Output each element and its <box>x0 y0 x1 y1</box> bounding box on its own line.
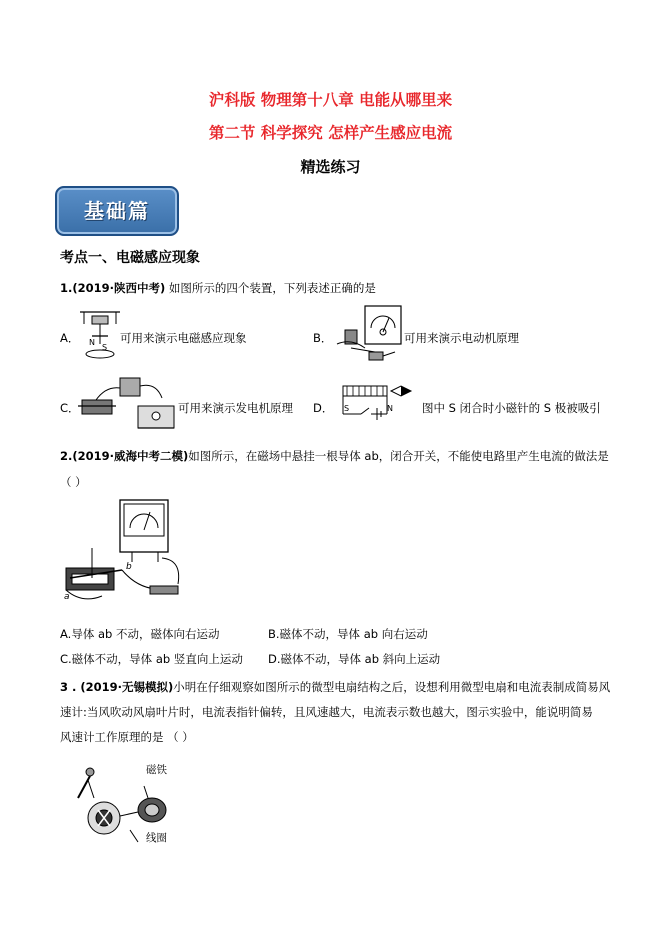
section-banner-label: 基础篇 <box>84 199 150 223</box>
q2-option-b: B.磁体不动，导体 ab 向右运动 <box>268 627 428 641</box>
q1-fig-d-n: N <box>387 404 393 413</box>
question-3-line1 <box>60 677 640 697</box>
question-3-text-1: 小明在仔细观察如图所示的微型电扇结构之后，设想利用微型电扇和电流表制成简易风 <box>173 680 611 694</box>
q1-figure-b <box>335 304 405 366</box>
section-title: 考点一、电磁感应现象 <box>60 250 200 266</box>
q1-option-b-text: 可用来演示电动机原理 <box>404 331 519 345</box>
doc-title-line2: 第二节 科学探究 怎样产生感应电流 <box>208 124 453 142</box>
q1-option-d-text: 图中 S 闭合时小磁针的 S 极被吸引 <box>422 401 601 415</box>
question-2-stem <box>60 446 620 466</box>
question-2-source: 2.(2019·威海中考二模) <box>60 449 189 463</box>
question-1-stem <box>60 278 376 298</box>
question-1-source: 1.(2019·陕西中考) <box>60 281 166 295</box>
doc-subtitle: 精选练习 <box>300 158 361 176</box>
q1-fig-d-s: S <box>344 404 350 413</box>
q1-option-a-letter: A． <box>60 331 80 345</box>
q1-fig-a-n: N <box>89 338 95 347</box>
q3-label-magnet: 磁铁 <box>146 764 167 776</box>
q1-figure-a <box>78 306 122 366</box>
q2-option-d: D.磁体不动，导体 ab 斜向上运动 <box>268 652 441 666</box>
doc-title-line1: 沪科版 物理第十八章 电能从哪里来 <box>208 91 453 109</box>
q1-option-c-text: 可用来演示发电机原理 <box>178 401 293 415</box>
q2-figure <box>62 498 212 610</box>
q1-option-a-text: 可用来演示电磁感应现象 <box>120 331 247 345</box>
q1-option-b-letter: B． <box>313 331 333 345</box>
question-2-text: 如图所示，在磁场中悬挂一根导体 ab，闭合开关，不能使电路里产生电流的做法是 <box>188 449 609 463</box>
q3-label-coil: 线圈 <box>146 832 167 844</box>
question-2-paren: （ ） <box>60 475 87 489</box>
question-1-text: 如图所示的四个装置，下列表述正确的是 <box>165 281 376 295</box>
q1-figure-c <box>76 376 178 434</box>
q2-option-a: A.导体 ab 不动，磁体向右运动 <box>60 627 220 641</box>
q2-option-c: C.磁体不动，导体 ab 竖直向上运动 <box>60 652 243 666</box>
q1-option-d-letter: D． <box>313 401 334 415</box>
q2-fig-label-a: a <box>64 592 70 602</box>
question-3-source: 3 . (2019·无锡模拟) <box>60 680 174 694</box>
question-3-line2: 速计:当风吹动风扇叶片时，电流表指针偏转，且风速越大，电流表示数也越大，图示实验中，能说明简易 <box>60 705 593 719</box>
section-banner <box>55 186 179 236</box>
q1-fig-a-s: S <box>102 343 108 352</box>
question-3-line3: 风速计工作原理的是 （ ） <box>60 730 194 744</box>
q2-fig-label-b: b <box>126 562 132 572</box>
q1-option-c-letter: C． <box>60 401 80 415</box>
